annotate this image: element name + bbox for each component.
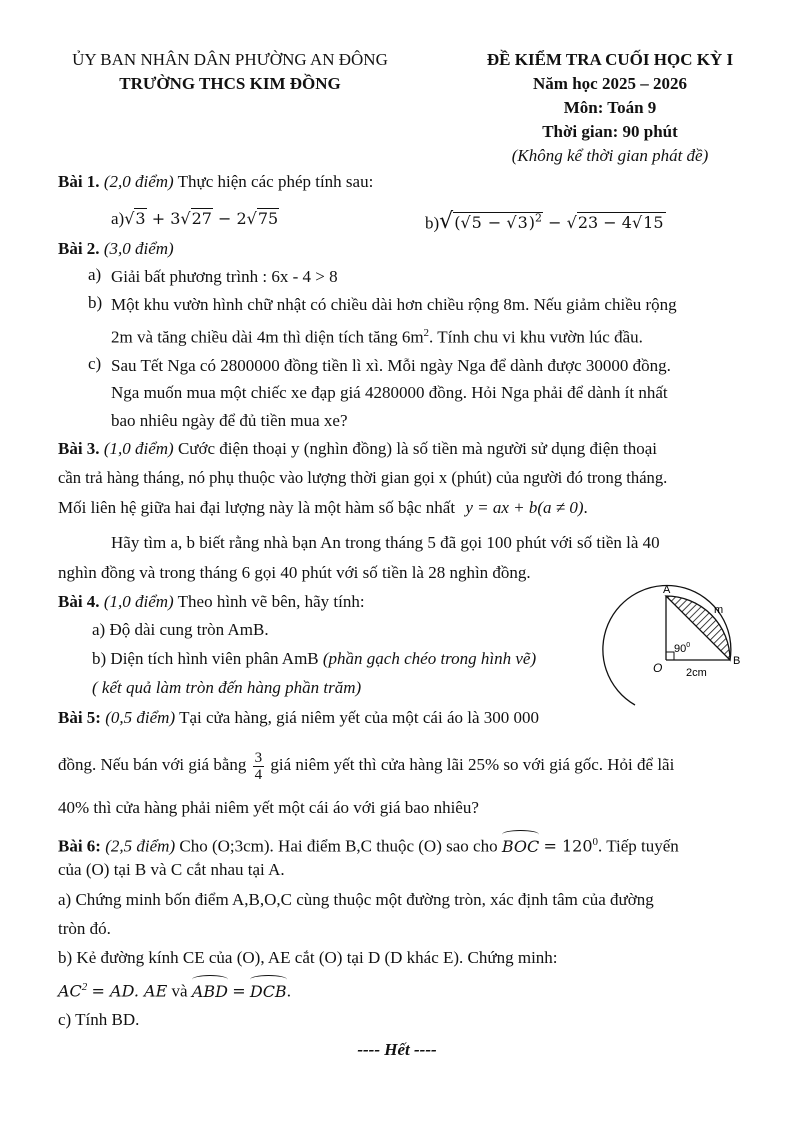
frac-num: 3: [254, 749, 263, 766]
bai1-part-b: [425, 207, 666, 235]
angle-dcb: DCB: [250, 980, 287, 1004]
bai2-c-line1: Sau Tết Nga có 2800000 đồng tiền lì xì. Mỗi ngày Nga để dành được 30000 đồng.: [111, 356, 671, 375]
bai6-c-line: c) Tính BD.: [58, 1010, 140, 1029]
right-angle-mark: [666, 652, 674, 660]
bai4-b-note: (phần gạch chéo trong hình vẽ): [322, 649, 537, 668]
bai6-and: và: [171, 981, 188, 1001]
bai3-line3: [58, 496, 588, 520]
bai3-line3-post: .: [583, 498, 588, 517]
label-b: B: [733, 655, 741, 667]
bai2-c-label: c): [88, 354, 102, 373]
bai4-text: Theo hình vẽ bên, hãy tính:: [177, 592, 365, 611]
bai5-line3: 40% thì cửa hàng phải niêm yết một cái áo với giá bao nhiêu?: [58, 798, 479, 817]
label-o: O: [653, 661, 663, 675]
bai6-a-line1: a) Chứng minh bốn điểm A,B,O,C cùng thuộc một đường tròn, xác định tâm của đường: [58, 890, 654, 909]
bai3-formula: y = ax + b(a ≠ 0): [465, 498, 584, 517]
bai6-line1: [58, 830, 679, 859]
label-a: A: [663, 584, 671, 596]
bai3-line1: [58, 437, 657, 461]
bai1-text: Thực hiện các phép tính sau:: [177, 172, 374, 191]
bai5-text1: Tại cửa hàng, giá niêm yết của một cái áo là 300 000: [179, 708, 540, 727]
bai2-a-text: Giải bất phương trình : 6x - 4 > 8: [111, 267, 338, 286]
bai2-b-line2: [111, 321, 643, 350]
bai6-line2: của (O) tại B và C cắt nhau tại A.: [58, 860, 285, 879]
bai2-b-line2-post: . Tính chu vi khu vườn lúc đầu.: [429, 327, 643, 347]
bai3-text1: Cước điện thoại y (nghìn đồng) là số tiền mà người sử dụng điện thoại: [177, 439, 657, 458]
bai4-points: (1,0 điểm): [103, 592, 174, 611]
bai6-b-line2: [58, 975, 291, 1004]
bai4-heading: [58, 590, 365, 614]
bai5-line2-pre: đồng. Nếu bán với giá bằng: [58, 755, 247, 774]
school-name: TRƯỜNG THCS KIM ĐỒNG: [119, 74, 341, 93]
bai2-c-line3: bao nhiêu ngày để đủ tiền mua xe?: [111, 411, 348, 430]
bai4-b-line: [92, 647, 536, 671]
bai1-heading: [58, 170, 373, 194]
label-m: m: [714, 604, 724, 616]
bai2-label: Bài 2.: [58, 239, 100, 258]
angle-abd: ABD: [192, 980, 228, 1004]
circle-arc-outline: [603, 585, 731, 705]
bai6-ac-sup: 2: [81, 981, 88, 993]
bai5-label: Bài 5:: [58, 708, 101, 727]
bai6-line1-post: . Tiếp tuyến: [598, 836, 679, 856]
frac-den: 4: [254, 766, 263, 783]
bai2-b-line2-pre: 2m và tăng chiều dài 4m thì diện tích tăng 6m: [111, 327, 424, 347]
end-marker: ---- Hết ----: [357, 1040, 437, 1059]
bai3-line2: cần trả hàng tháng, nó phụ thuộc vào lượng thời gian gọi x (phút) của người đó trong tháng.: [58, 468, 668, 487]
bai6-b-end: .: [286, 981, 291, 1001]
school-year: Năm học 2025 – 2026: [533, 74, 687, 93]
angle-degree: 0: [686, 642, 691, 649]
bai6-a-line2: tròn đó.: [58, 919, 111, 938]
bai1-points: (2,0 điểm): [103, 172, 174, 191]
bai6-b-line1: b) Kẻ đường kính CE của (O), AE cắt (O) tại D (D khác E). Chứng minh:: [58, 948, 558, 967]
bai2-c-line2: Nga muốn mua một chiếc xe đạp giá 4280000 đồng. Hỏi Nga phải để dành ít nhất: [111, 383, 668, 402]
bai6-sup: 0: [592, 836, 599, 848]
bai1-a-label: a): [111, 209, 125, 228]
bai5-line2-post: giá niêm yết thì cửa hàng lãi 25% so với giá gốc. Hỏi để lãi: [270, 755, 675, 774]
bai5-line1: [58, 706, 539, 730]
bai6-b-eq: = AD. AE: [91, 981, 168, 1001]
duration-note: (Không kể thời gian phát đề): [511, 146, 709, 165]
exam-title: ĐỀ KIỂM TRA CUỐI HỌC KỲ I: [486, 50, 734, 69]
bai2-b-sup: 2: [423, 327, 430, 339]
angle-boc: BOC: [502, 835, 539, 859]
bai3-line5: nghìn đồng và trong tháng 6 gọi 40 phút với số tiền là 28 nghìn đồng.: [58, 563, 531, 582]
duration: Thời gian: 90 phút: [542, 122, 678, 141]
angle-label: [674, 642, 690, 655]
authority-name: ỦY BAN NHÂN DÂN PHƯỜNG AN ĐÔNG: [72, 50, 388, 69]
angle-value: 90: [674, 643, 687, 655]
bai6-ac: AC: [58, 981, 82, 1001]
bai4-a-text: a) Độ dài cung tròn AmB.: [92, 620, 269, 639]
bai3-line4: Hãy tìm a, b biết rằng nhà bạn An trong tháng 5 đã gọi 100 phút với số tiền là 40: [111, 533, 660, 552]
bai4-label: Bài 4.: [58, 592, 100, 611]
bai6-eq: = 120: [543, 836, 593, 856]
bai2-b-label: b): [88, 293, 103, 312]
bai2-b-line1: Một khu vườn hình chữ nhật có chiều dài hơn chiều rộng 8m. Nếu giảm chiều rộng: [111, 295, 677, 314]
bai6-b-eq2: =: [232, 981, 246, 1001]
subject: Môn: Toán 9: [563, 98, 657, 117]
bai2-points: (3,0 điểm): [103, 239, 174, 258]
bai1-label: Bài 1.: [58, 172, 100, 191]
bai1-part-a: [111, 207, 279, 231]
bai1-b-expression: $√(√5 - √3)^2 - √23 - 4√15$: [439, 209, 664, 235]
bai1-a-expression: √3 + 3√27 − 2√75: [124, 209, 279, 228]
bai3-points: (1,0 điểm): [103, 439, 174, 458]
bai2-a-label: a): [88, 265, 102, 284]
circle-figure: [600, 580, 760, 740]
bai5-line2: [58, 748, 674, 783]
fraction-three-quarters: [253, 750, 265, 783]
bai3-label: Bài 3.: [58, 439, 100, 458]
bai2-heading: [58, 237, 174, 261]
bai3-line3-pre: Mối liên hệ giữa hai đại lượng này là một hàm số bậc nhất: [58, 498, 456, 517]
bai4-b-text: b) Diện tích hình viên phân AmB: [92, 649, 319, 668]
bai6-label: Bài 6:: [58, 836, 101, 856]
bai6-text1: Cho (O;3cm). Hai điểm B,C thuộc (O) sao cho: [179, 836, 498, 856]
bai1-b-label: b): [425, 213, 440, 233]
bai6-points: (2,5 điểm): [105, 836, 176, 856]
length-label: 2cm: [686, 667, 707, 679]
bai4-note: ( kết quả làm tròn đến hàng phần trăm): [92, 678, 362, 697]
bai5-points: (0,5 điểm): [105, 708, 176, 727]
